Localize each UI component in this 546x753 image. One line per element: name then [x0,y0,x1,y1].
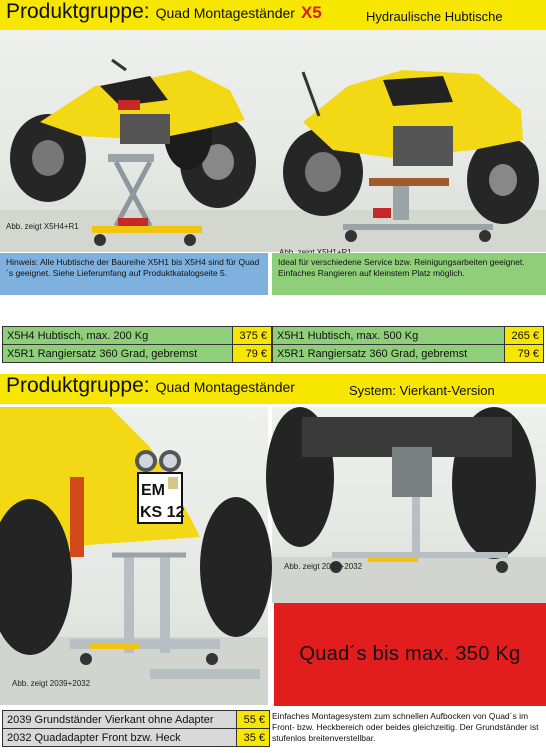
licence-plate-bottom: KS 12 [140,504,185,521]
product-name: X5H1 Hubtisch, max. 500 Kg [273,327,505,345]
hint-note: Hinweis: Alle Hubtische der Baureihe X5H1 bis X5H4 sind für Quad´s geeignet. Siehe Lieferumfang auf Produktkatalogseite 5. [0,253,268,295]
product-price: 265 € [505,327,544,345]
quad-lift-photo-left [0,30,273,252]
quad-lift-photo-right [273,30,546,252]
price-table-bottom [2,710,270,747]
product-price: 79 € [233,345,272,363]
licence-plate-top: EM [141,482,165,499]
product-name: 2039 Grundständer Vierkant ohne Adapter [3,711,237,729]
table-row [3,729,270,747]
product-name: X5R1 Rangiersatz 360 Grad, gebremst [273,345,505,363]
section1-subtitle: Quad Montageständer [155,5,295,21]
photo-caption: Abb. zeigt 2039+2032 [12,679,91,688]
section2-category: System: Vierkant-Version [349,383,495,398]
product-name: X5R1 Rangiersatz 360 Grad, gebremst [3,345,233,363]
product-name: X5H4 Hubtisch, max. 200 Kg [3,327,233,345]
table-row [3,711,270,729]
section1-model: X5 [300,3,322,22]
feature-note: Ideal für verschiedene Service bzw. Reinigungsarbeiten geeignet. Einfaches Rangieren auf kleinstem Platz möglich. [272,253,546,295]
price-table-left [2,326,272,363]
product-price: 35 € [237,729,270,747]
section2-subtitle: Quad Montageständer [155,379,295,395]
product-price: 79 € [505,345,544,363]
photo-caption: Abb. zeigt 2039+2032 [284,562,363,571]
product-name: 2032 Quadadapter Front bzw. Heck [3,729,237,747]
section2-title: Produktgruppe: [6,374,150,397]
table-row [3,345,272,363]
section1-header [0,0,546,30]
max-load-banner [274,603,546,706]
max-load-text: Quad´s bis max. 350 Kg [299,643,521,665]
section1-category: Hydraulische Hubtische [366,9,503,24]
price-table-right [272,326,544,363]
product-price: 375 € [233,327,272,345]
table-row [3,327,272,345]
quad-stand-photo-left [0,407,268,705]
section1-title: Produktgruppe: [6,0,150,23]
quad-stand-photo-right [272,407,546,603]
product-price: 55 € [237,711,270,729]
system-description: Einfaches Montagesystem zum schnellen Aufbocken von Quad´s im Front- bzw. Heckbereich oder beides gleichzeitig. Der Grundständer ist stufenlos breitenverstellbar. [272,711,539,743]
table-row [273,327,544,345]
section2-header [0,374,546,404]
photo-caption: Abb. zeigt X5H4+R1 [6,222,79,231]
table-row [273,345,544,363]
